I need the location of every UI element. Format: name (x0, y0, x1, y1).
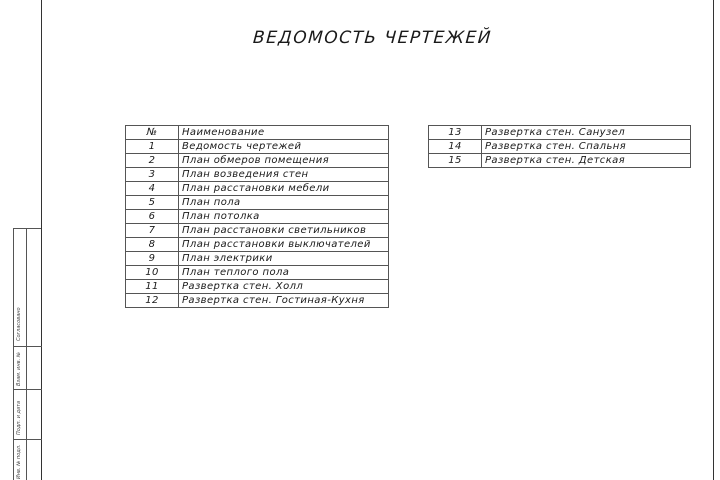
table-row (126, 210, 389, 224)
row-num: 9 (126, 252, 179, 266)
row-name: Развертка стен. Спальня (482, 140, 691, 154)
row-num: 13 (429, 126, 482, 140)
row-name: Развертка стен. Санузел (482, 126, 691, 140)
table-row (429, 126, 691, 140)
stamp-strip (13, 228, 41, 480)
row-num: 4 (126, 182, 179, 196)
stamp-label-inv-no-orig: Инв. № подл. (16, 444, 22, 479)
stamp-divider (26, 229, 27, 480)
drawing-list-table-left (125, 125, 389, 308)
row-num: 1 (126, 140, 179, 154)
row-name: Развертка стен. Холл (179, 280, 389, 294)
table-row (126, 182, 389, 196)
row-num: 15 (429, 154, 482, 168)
row-name: План теплого пола (179, 266, 389, 280)
row-name: План обмеров помещения (179, 154, 389, 168)
table-row (126, 154, 389, 168)
row-num: 8 (126, 238, 179, 252)
stamp-divider (14, 439, 42, 440)
table-row (429, 140, 691, 154)
table-row (429, 154, 691, 168)
table-row (126, 266, 389, 280)
row-num: 12 (126, 294, 179, 308)
row-num: 5 (126, 196, 179, 210)
row-name: План возведения стен (179, 168, 389, 182)
row-num: 14 (429, 140, 482, 154)
table-row (126, 280, 389, 294)
row-name: План расстановки выключателей (179, 238, 389, 252)
stamp-label-agreed: Согласовано (16, 307, 22, 341)
stamp-label-inv-no: Взам. инв. № (16, 352, 22, 386)
row-num: 6 (126, 210, 179, 224)
row-name: План потолка (179, 210, 389, 224)
table-row (126, 140, 389, 154)
row-name: План пола (179, 196, 389, 210)
table-row (126, 224, 389, 238)
table-row (126, 168, 389, 182)
row-name: Развертка стен. Гостиная-Кухня (179, 294, 389, 308)
table-header-row (126, 126, 389, 140)
row-name: План расстановки светильников (179, 224, 389, 238)
stamp-label-sign-date: Подп. и дата (16, 400, 22, 435)
stamp-divider (14, 389, 42, 390)
row-num: 11 (126, 280, 179, 294)
stamp-divider (14, 346, 42, 347)
table-row (126, 252, 389, 266)
row-num: 3 (126, 168, 179, 182)
row-num: 10 (126, 266, 179, 280)
table-row (126, 238, 389, 252)
column-header-name: Наименование (179, 126, 389, 140)
table-row (126, 196, 389, 210)
drawing-list-table-right (428, 125, 691, 168)
row-name: Ведомость чертежей (179, 140, 389, 154)
row-name: Развертка стен. Детская (482, 154, 691, 168)
column-header-num: № (126, 126, 179, 140)
row-num: 7 (126, 224, 179, 238)
row-name: План электрики (179, 252, 389, 266)
row-name: План расстановки мебели (179, 182, 389, 196)
page-title: ВЕДОМОСТЬ ЧЕРТЕЖЕЙ (252, 28, 493, 48)
table-row (126, 294, 389, 308)
row-num: 2 (126, 154, 179, 168)
